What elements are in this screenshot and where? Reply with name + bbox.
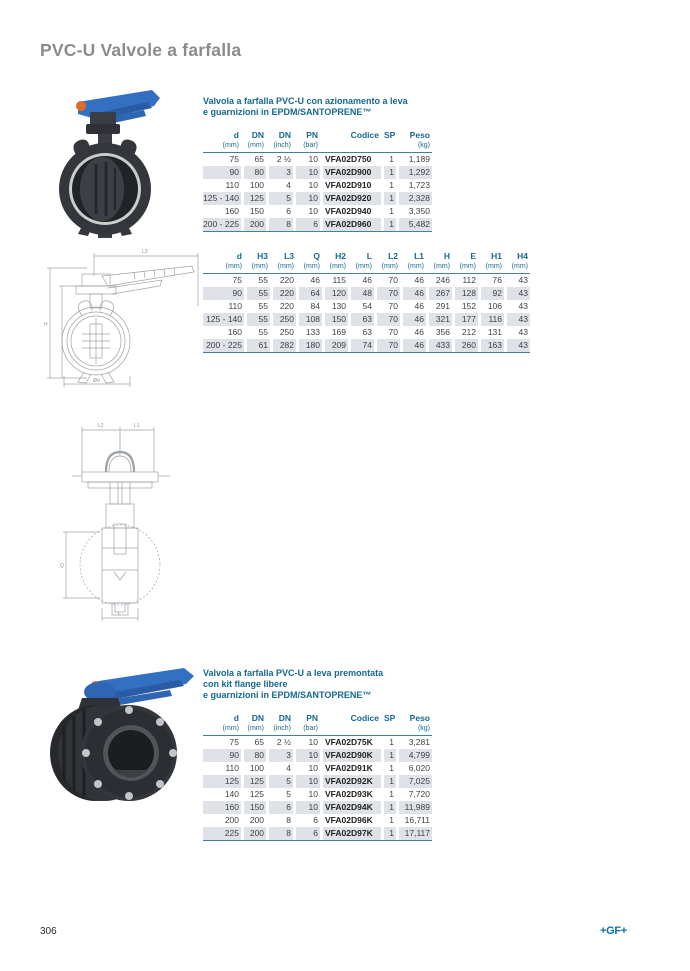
table-cell: 131 xyxy=(487,327,502,337)
table-cell: 169 xyxy=(331,327,346,337)
table-cell: 70 xyxy=(377,313,400,326)
column-header: H4 xyxy=(517,251,528,261)
table-cell: 321 xyxy=(429,313,452,326)
page-number: 306 xyxy=(40,926,57,937)
table-cell: VFA02D93K xyxy=(325,789,373,799)
column-unit xyxy=(323,141,381,150)
table-cell: VFA02D910 xyxy=(325,180,372,190)
heading-line: con kit flange libere xyxy=(203,679,288,689)
table-cell: 150 xyxy=(244,801,266,814)
column-unit: (mm) xyxy=(303,263,320,270)
table-cell: 2,328 xyxy=(399,192,432,205)
table-cell: 100 xyxy=(249,180,264,190)
table-cell: 10 xyxy=(308,154,318,164)
table-row xyxy=(203,166,432,179)
table-cell: 1,723 xyxy=(408,180,430,190)
column-header: d xyxy=(236,251,242,261)
table-cell: 11,989 xyxy=(399,801,432,814)
table-cell: VFA02D920 xyxy=(323,192,381,205)
table-cell: 74 xyxy=(351,339,374,352)
table-cell: 282 xyxy=(273,339,296,352)
table-cell: 1 xyxy=(389,206,394,216)
table-row xyxy=(203,801,432,814)
flanged-valve-photo xyxy=(34,658,204,803)
column-unit: (kg) xyxy=(417,142,430,149)
heading-line: e guarnizioni in EPDM/SANTOPRENE™ xyxy=(203,107,372,117)
table-cell: 43 xyxy=(518,275,528,285)
table-cell: 3 xyxy=(269,166,293,179)
table-cell: 1 xyxy=(384,166,396,179)
table-cell: 5,482 xyxy=(399,218,432,231)
table-cell: 220 xyxy=(279,301,294,311)
table-cell: 200 - 225 xyxy=(203,219,239,229)
table-cell: 125 xyxy=(244,775,266,788)
table-cell: 150 xyxy=(325,313,348,326)
table-cell: 90 xyxy=(203,287,244,300)
table-cell: 6 xyxy=(286,206,291,216)
table-cell: 1 xyxy=(384,801,396,814)
column-unit: (mm) xyxy=(251,263,268,270)
table-cell: 160 xyxy=(227,327,242,337)
table-cell: 3,350 xyxy=(408,206,430,216)
table-cell: 46 xyxy=(403,313,426,326)
table-row xyxy=(203,749,432,762)
table-cell: 225 xyxy=(203,827,241,840)
column-unit: (mm) xyxy=(222,725,239,732)
table-cell: 63 xyxy=(351,313,374,326)
column-unit: (mm) xyxy=(355,263,372,270)
table-cell: 10 xyxy=(308,763,318,773)
table-cell: 46 xyxy=(403,339,426,352)
table-cell: 10 xyxy=(296,192,320,205)
table-cell: 90 xyxy=(203,749,241,762)
table-cell: 260 xyxy=(455,339,478,352)
table-cell: 46 xyxy=(310,275,320,285)
heading-line: Valvola a farfalla PVC-U a leva premontata xyxy=(203,668,384,678)
table-row xyxy=(203,300,530,313)
table-cell: 46 xyxy=(403,287,426,300)
section1-heading xyxy=(203,96,473,118)
table-cell: 152 xyxy=(461,301,476,311)
table-cell: 75 xyxy=(229,737,239,747)
table-cell: 4,799 xyxy=(399,749,432,762)
table-row xyxy=(203,274,530,287)
table-cell: 110 xyxy=(225,763,239,773)
table-cell: 200 xyxy=(224,815,239,825)
table-cell: 209 xyxy=(325,339,348,352)
table-header xyxy=(203,251,530,274)
table-row xyxy=(203,287,530,300)
column-unit: (mm) xyxy=(277,263,294,270)
table-cell: 10 xyxy=(296,749,320,762)
table-row xyxy=(203,762,432,775)
table-cell: 120 xyxy=(325,287,348,300)
table-cell: 116 xyxy=(481,313,504,326)
table-cell: 55 xyxy=(247,287,270,300)
table-cell: 250 xyxy=(273,313,296,326)
table-cell: 200 - 225 xyxy=(203,339,244,352)
table-cell: 46 xyxy=(362,275,372,285)
column-unit: (bar) xyxy=(303,142,318,149)
column-header: DN xyxy=(251,713,264,723)
table-cell: 65 xyxy=(254,154,264,164)
table-cell: 3 xyxy=(269,749,293,762)
table-cell: VFA02D75K xyxy=(325,737,373,747)
table-cell: 10 xyxy=(296,801,320,814)
table-cell: 80 xyxy=(244,749,266,762)
table-cell: VFA02D91K xyxy=(325,763,373,773)
table-cell: 212 xyxy=(461,327,476,337)
table-body xyxy=(203,736,432,841)
column-header: d xyxy=(233,713,239,723)
column-header: DN xyxy=(251,130,264,140)
column-unit: (inch) xyxy=(273,725,291,732)
table-cell: 115 xyxy=(332,275,346,285)
column-header: H1 xyxy=(491,251,502,261)
table-row xyxy=(203,192,432,205)
column-header: L2 xyxy=(388,251,398,261)
table-cell: 125 xyxy=(249,789,264,799)
table-cell: 4 xyxy=(286,180,291,190)
table-row xyxy=(203,736,432,749)
table-cell: VFA02D96K xyxy=(325,815,373,825)
table-cell: 70 xyxy=(377,339,400,352)
dimensions-table xyxy=(203,251,530,353)
column-header: SP xyxy=(384,130,396,140)
table-cell: 10 xyxy=(296,775,320,788)
table-cell: 70 xyxy=(388,275,398,285)
dim-label-d: Ød xyxy=(93,378,100,384)
column-unit: (mm) xyxy=(222,142,239,149)
column-header: PN xyxy=(306,130,318,140)
table-cell: 43 xyxy=(507,287,530,300)
column-unit: (mm) xyxy=(247,142,264,149)
table-cell: 1 xyxy=(384,827,396,840)
column-unit: (mm) xyxy=(459,263,476,270)
table-cell: 64 xyxy=(299,287,322,300)
table-cell: 125 - 140 xyxy=(203,313,244,326)
table-cell: 125 xyxy=(203,775,241,788)
column-header: DN xyxy=(278,713,291,723)
column-header: H xyxy=(443,251,450,261)
dim-label-L1: L1 xyxy=(134,423,140,429)
column-unit: (inch) xyxy=(273,142,291,149)
table-cell: 54 xyxy=(362,301,372,311)
column-unit xyxy=(384,141,396,150)
table-cell: 163 xyxy=(481,339,504,352)
table-cell: 177 xyxy=(455,313,478,326)
table-cell: 48 xyxy=(351,287,374,300)
table-cell: 76 xyxy=(492,275,502,285)
column-header: H3 xyxy=(257,251,268,261)
column-unit: (mm) xyxy=(247,725,264,732)
table-row xyxy=(203,326,530,339)
table-cell: 1 xyxy=(389,789,394,799)
table-cell: 46 xyxy=(414,301,424,311)
table-cell: 43 xyxy=(507,339,530,352)
table-cell: 125 xyxy=(244,192,266,205)
table-cell: 180 xyxy=(299,339,322,352)
table-cell: 356 xyxy=(435,327,450,337)
table-cell: 3,281 xyxy=(408,737,430,747)
table-cell: 8 xyxy=(269,827,293,840)
table-row xyxy=(203,218,432,231)
heading-line: e guarnizioni in EPDM/SANTOPRENE™ xyxy=(203,690,372,700)
column-unit: (mm) xyxy=(407,263,424,270)
table-cell: 6,020 xyxy=(408,763,430,773)
table-cell: VFA02D960 xyxy=(323,218,381,231)
table-cell: 75 xyxy=(229,154,239,164)
table-cell: 1 xyxy=(389,180,394,190)
table-cell: 200 xyxy=(249,815,264,825)
table-cell: 55 xyxy=(258,275,268,285)
lever-handle-icon xyxy=(76,90,160,126)
table-cell: 7,720 xyxy=(408,789,430,799)
table-body xyxy=(203,153,432,232)
dim-label-L3: L3 xyxy=(142,249,148,255)
table-cell: 246 xyxy=(435,275,450,285)
table-cell: 6 xyxy=(313,815,318,825)
column-header: E xyxy=(470,251,476,261)
table-cell: 112 xyxy=(462,275,476,285)
table-cell: 43 xyxy=(518,327,528,337)
table-row xyxy=(203,205,432,218)
table-cell: 128 xyxy=(455,287,478,300)
column-unit xyxy=(323,724,381,733)
table-header xyxy=(203,713,432,736)
table-cell: 16,711 xyxy=(404,815,430,825)
table-cell: 1 xyxy=(389,763,394,773)
ordering-table-kit xyxy=(203,713,432,841)
table-cell: 10 xyxy=(308,789,318,799)
table-cell: 43 xyxy=(507,313,530,326)
table-cell: 160 xyxy=(224,206,239,216)
table-cell: 200 xyxy=(244,827,266,840)
column-unit: (mm) xyxy=(381,263,398,270)
table-cell: 6 xyxy=(269,801,293,814)
table-cell: 92 xyxy=(481,287,504,300)
table-cell: 70 xyxy=(377,287,400,300)
column-unit: (mm) xyxy=(433,263,450,270)
table-cell: 433 xyxy=(429,339,452,352)
table-cell: 1 xyxy=(389,815,394,825)
table-cell: VFA02D900 xyxy=(323,166,381,179)
table-cell: 10 xyxy=(308,737,318,747)
table-cell: 55 xyxy=(247,313,270,326)
column-unit: (mm) xyxy=(329,263,346,270)
table-cell: 10 xyxy=(308,206,318,216)
table-cell: 100 xyxy=(249,763,264,773)
dim-label-H: H xyxy=(44,322,48,328)
table-cell: 75 xyxy=(232,275,242,285)
column-header: L xyxy=(366,251,372,261)
table-cell: 110 xyxy=(228,301,242,311)
dim-label-L2: L2 xyxy=(98,423,104,429)
table-cell: VFA02D750 xyxy=(325,154,372,164)
valve-front-drawing xyxy=(42,246,202,388)
table-cell: 5 xyxy=(286,789,291,799)
table-cell: 65 xyxy=(254,737,264,747)
table-cell: 1 xyxy=(384,775,396,788)
column-header: H2 xyxy=(335,251,346,261)
table-cell: 130 xyxy=(331,301,346,311)
table-row xyxy=(203,827,432,840)
table-cell: 10 xyxy=(308,180,318,190)
table-cell: 80 xyxy=(244,166,266,179)
table-cell: 1 xyxy=(389,154,394,164)
table-row xyxy=(203,775,432,788)
table-cell: 220 xyxy=(273,287,296,300)
column-header: SP xyxy=(384,713,396,723)
table-cell: 10 xyxy=(296,166,320,179)
table-header xyxy=(203,130,432,153)
table-cell: 17,117 xyxy=(399,827,432,840)
table-cell: 106 xyxy=(487,301,502,311)
table-cell: 1 xyxy=(384,218,396,231)
column-header: L3 xyxy=(284,251,294,261)
column-header: L1 xyxy=(414,251,424,261)
table-cell: 70 xyxy=(388,327,398,337)
table-cell: 5 xyxy=(269,192,293,205)
section2-heading xyxy=(203,668,473,701)
table-cell: 150 xyxy=(249,206,264,216)
table-cell: 43 xyxy=(518,301,528,311)
dim-label-Q: Q xyxy=(60,563,64,569)
table-row xyxy=(203,313,530,326)
table-row xyxy=(203,788,432,801)
table-cell: 1,292 xyxy=(399,166,432,179)
table-cell: 46 xyxy=(414,275,424,285)
table-cell: 200 xyxy=(244,218,266,231)
table-cell: 7,025 xyxy=(399,775,432,788)
table-cell: 108 xyxy=(299,313,322,326)
table-cell: 8 xyxy=(286,815,291,825)
column-unit: (mm) xyxy=(485,263,502,270)
table-row xyxy=(203,814,432,827)
table-cell: 1,189 xyxy=(408,154,430,164)
column-unit: (mm) xyxy=(511,263,528,270)
table-cell: 90 xyxy=(203,166,241,179)
wafer-valve-photo xyxy=(48,84,172,244)
table-cell: 2 ½ xyxy=(276,154,291,164)
column-header: Peso xyxy=(409,130,430,140)
table-cell: 160 xyxy=(203,801,241,814)
table-cell: 55 xyxy=(258,327,268,337)
table-cell: 267 xyxy=(429,287,452,300)
column-header: Peso xyxy=(409,713,430,723)
table-cell: 46 xyxy=(414,327,424,337)
table-body xyxy=(203,274,530,353)
table-cell: 4 xyxy=(286,763,291,773)
table-cell: 110 xyxy=(225,180,239,190)
table-cell: VFA02D97K xyxy=(323,827,381,840)
heading-line: Valvola a farfalla PVC-U con azionamento a leva xyxy=(203,96,408,106)
column-header: Codice xyxy=(350,130,379,140)
table-cell: 1 xyxy=(384,749,396,762)
dim-label-L: L xyxy=(118,611,121,617)
table-cell: 70 xyxy=(388,301,398,311)
table-cell: 1 xyxy=(384,192,396,205)
table-cell: 84 xyxy=(310,301,320,311)
table-cell: 140 xyxy=(224,789,239,799)
column-header: Q xyxy=(313,251,320,261)
column-header: Codice xyxy=(350,713,379,723)
table-row xyxy=(203,339,530,352)
table-cell: 250 xyxy=(279,327,294,337)
table-cell: VFA02D94K xyxy=(323,801,381,814)
table-cell: 5 xyxy=(269,775,293,788)
table-cell: VFA02D92K xyxy=(323,775,381,788)
gf-logo: +GF+ xyxy=(600,925,627,937)
column-header: DN xyxy=(278,130,291,140)
table-cell: 63 xyxy=(362,327,372,337)
valve-side-drawing xyxy=(58,420,213,622)
table-cell: 133 xyxy=(305,327,320,337)
ordering-table-lever xyxy=(203,130,432,232)
page-title: PVC-U Valvole a farfalla xyxy=(40,40,242,60)
column-unit: (bar) xyxy=(303,725,318,732)
table-row xyxy=(203,179,432,192)
table-cell: 125 - 140 xyxy=(203,193,239,203)
table-row xyxy=(203,153,432,166)
table-cell: 6 xyxy=(296,218,320,231)
table-cell: 220 xyxy=(279,275,294,285)
table-cell: 61 xyxy=(247,339,270,352)
table-cell: 55 xyxy=(258,301,268,311)
column-header: PN xyxy=(306,713,318,723)
column-unit: (kg) xyxy=(417,725,430,732)
table-cell: 291 xyxy=(435,301,450,311)
table-cell: 2 ½ xyxy=(276,737,291,747)
column-unit xyxy=(384,724,396,733)
column-header: d xyxy=(233,130,239,140)
table-cell: 8 xyxy=(269,218,293,231)
table-cell: 6 xyxy=(296,827,320,840)
table-cell: VFA02D90K xyxy=(323,749,381,762)
column-unit: (mm) xyxy=(225,263,242,270)
table-cell: 1 xyxy=(389,737,394,747)
table-cell: VFA02D940 xyxy=(325,206,372,216)
